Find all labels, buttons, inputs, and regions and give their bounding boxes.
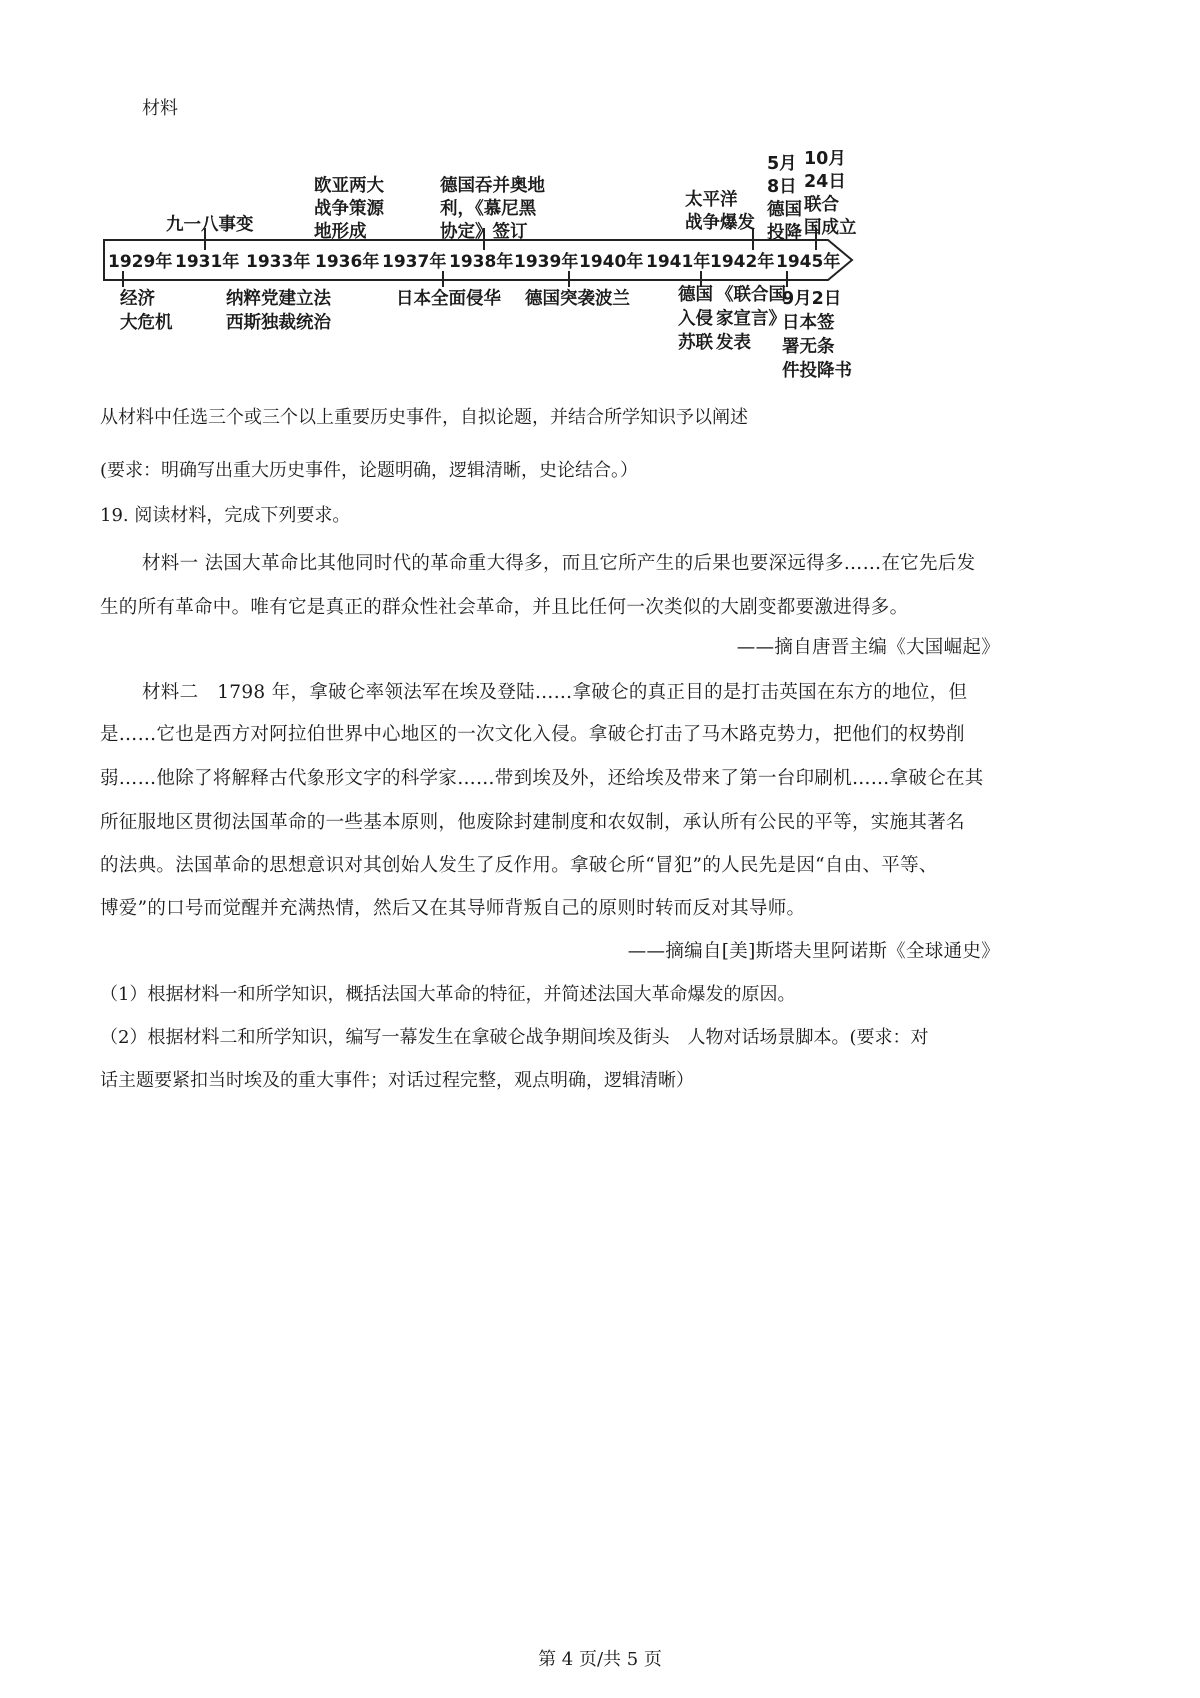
material2-line: 的法典。法国革命的思想意识对其创始人发生了反作用。拿破仑所“冒犯”的人民先是因“自由、平等、: [100, 855, 938, 876]
timeline-event-above: 联合: [804, 195, 839, 215]
timeline-event-below: 入侵: [678, 309, 713, 329]
q19-question2-line: （2）根据材料二和所学知识，编写一幕发生在拿破仑战争期间埃及街头 人物对话场景脚本。(要求：对: [100, 1027, 929, 1048]
timeline-event-above: 太平洋: [685, 190, 738, 210]
q18-requirement: (要求：明确写出重大历史事件，论题明确，逻辑清晰，史论结合。）: [100, 460, 639, 481]
timeline-event-below: 《联合国: [716, 285, 786, 305]
timeline-event-below: 发表: [716, 333, 751, 353]
material2-line: 是……它也是西方对阿拉伯世界中心地区的一次文化入侵。拿破仑打击了马木路克势力，把他们的权势削: [100, 724, 965, 745]
timeline-year-label: 1933年: [246, 252, 311, 272]
timeline-event-below: 苏联: [678, 333, 713, 353]
timeline-event-above: 战争策源: [314, 199, 384, 219]
timeline-year-label: 1940年: [579, 252, 644, 272]
timeline-event-above: 24日: [804, 172, 846, 192]
material1-line: 材料一 法国大革命比其他同时代的革命重大得多，而且它所产生的后果也要深远得多……在它先后发: [142, 553, 976, 574]
material2-line: 弱……他除了将解释古代象形文字的科学家……带到埃及外，还给埃及带来了第一台印刷机……拿破仑在其: [100, 768, 984, 789]
timeline-event-above: 利，《慕尼黑: [440, 199, 537, 219]
timeline-event-below: 家宣言》: [716, 309, 786, 329]
timeline-event-below: 日本签: [782, 313, 835, 333]
timeline-year-label: 1939年: [514, 252, 579, 272]
timeline-event-below: 9月2日: [782, 289, 842, 309]
timeline-event-above: 国成立: [804, 218, 857, 238]
timeline-event-below: 日本全面侵华: [396, 289, 501, 309]
timeline-event-below: 件投降书: [782, 361, 852, 381]
timeline-event-above: 德国吞并奥地: [440, 176, 545, 196]
timeline-year-label: 1929年: [108, 252, 173, 272]
material2-line: 所征服地区贯彻法国革命的一些基本原则，他废除封建制度和农奴制，承认所有公民的平等，实施其著名: [100, 812, 965, 833]
timeline-event-below: 西斯独裁统治: [226, 313, 331, 333]
timeline-event-above: 8日: [767, 177, 797, 197]
timeline-year-label: 1942年: [710, 252, 775, 272]
timeline-event-below: 纳粹党建立法: [226, 289, 331, 309]
timeline-event-above: 10月: [804, 150, 846, 169]
timeline-event-above: 欧亚两大: [314, 176, 384, 196]
material2-source: ——摘编自[美]斯塔夫里阿诺斯《全球通史》: [627, 941, 1000, 962]
material1-line: 生的所有革命中。唯有它是真正的群众性社会革命，并且比任何一次类似的大剧变都要激进得多。: [100, 597, 909, 618]
timeline-event-below: 署无条: [782, 337, 835, 357]
q19-question1: （1）根据材料一和所学知识，概括法国大革命的特征，并简述法国大革命爆发的原因。: [100, 984, 796, 1005]
q19-heading: 19. 阅读材料，完成下列要求。: [100, 505, 351, 526]
material1-source: ——摘自唐晋主编《大国崛起》: [736, 637, 1000, 658]
timeline-year-label: 1931年: [175, 252, 240, 272]
timeline-event-above: 协定》签订: [440, 222, 528, 242]
timeline-year-label: 1938年: [449, 252, 514, 272]
timeline-event-below: 经济: [120, 289, 155, 309]
timeline-figure: [100, 150, 870, 382]
timeline-event-above: 5月: [767, 154, 797, 174]
timeline-year-label: 1941年: [646, 252, 711, 272]
timeline-event-above: 投降: [767, 223, 802, 243]
q19-question2-line: 话主题要紧扣当时埃及的重大事件；对话过程完整，观点明确，逻辑清晰）: [100, 1070, 694, 1091]
material-label: 材料: [142, 98, 178, 119]
timeline-event-below: 德国: [678, 285, 713, 305]
timeline-event-below: 大危机: [120, 313, 173, 333]
timeline-year-label: 1937年: [382, 252, 447, 272]
material2-line: 材料二 1798 年，拿破仑率领法军在埃及登陆……拿破仑的真正目的是打击英国在东方的地位，但: [142, 682, 968, 703]
timeline-event-above: 地形成: [314, 222, 367, 242]
timeline-year-label: 1936年: [315, 252, 380, 272]
material2-line: 博爱”的口号而觉醒并充满热情，然后又在其导师背叛自己的原则时转而反对其导师。: [100, 898, 806, 919]
page-footer: 第 4 页/共 5 页: [538, 1649, 662, 1670]
timeline-event-above: 九一八事变: [166, 215, 254, 235]
timeline-event-above: 战争爆发: [685, 213, 755, 233]
timeline-event-above: 德国: [767, 200, 802, 220]
q18-task: 从材料中任选三个或三个以上重要历史事件，自拟论题，并结合所学知识予以阐述: [100, 407, 748, 428]
timeline-event-below: 德国突袭波兰: [525, 289, 630, 309]
timeline-year-label: 1945年: [776, 252, 841, 272]
